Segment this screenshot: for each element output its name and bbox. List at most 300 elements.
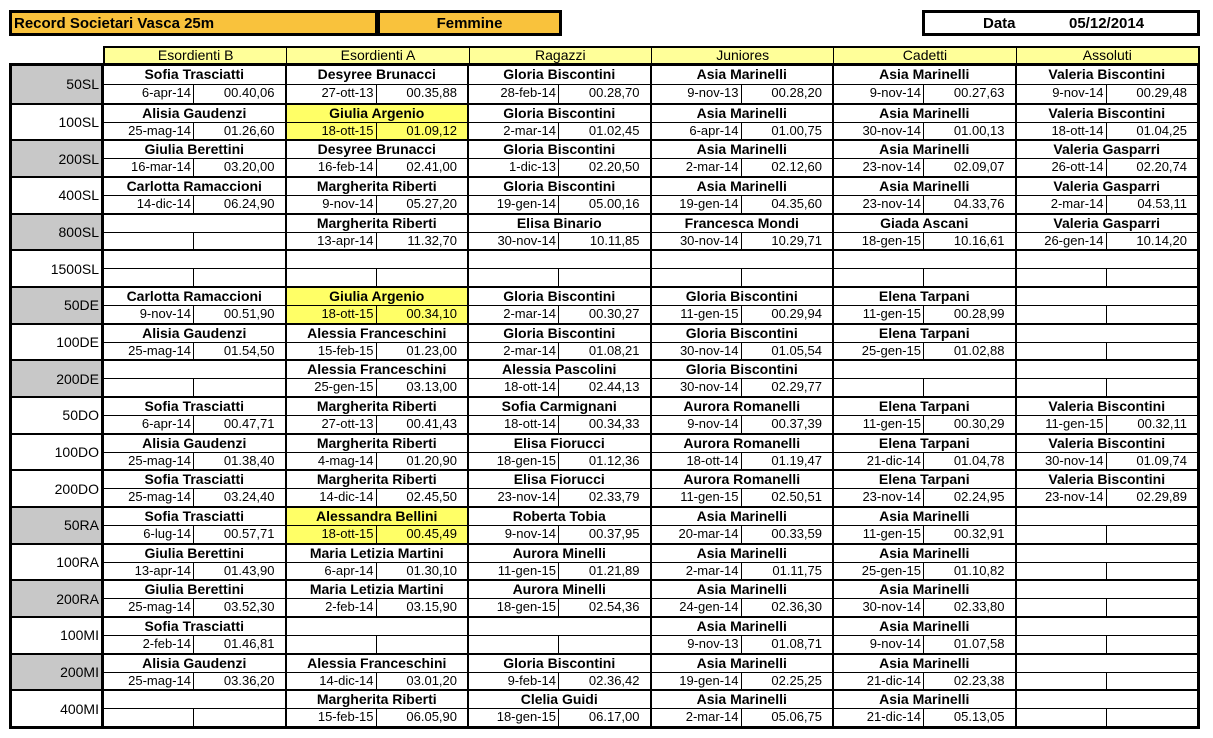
record-details	[652, 635, 833, 653]
record-time: 02.23,38	[953, 672, 1005, 688]
record-date: 18-ott-15	[287, 123, 377, 140]
record-cell	[469, 616, 652, 653]
record-details	[104, 415, 285, 433]
athlete-name	[1017, 361, 1198, 378]
athlete-name	[1017, 251, 1198, 268]
record-details	[1017, 84, 1198, 103]
table-row	[12, 66, 1197, 103]
record-cell	[469, 323, 652, 360]
record-cell	[104, 66, 287, 103]
record-date: 15-feb-15	[287, 343, 377, 360]
record-time: 00.33,59	[771, 525, 822, 541]
record-details	[834, 598, 1015, 616]
record-date	[1017, 599, 1107, 616]
record-date: 11-gen-15	[834, 416, 924, 433]
record-time: 00.28,99	[953, 305, 1005, 321]
athlete-name: Margherita Riberti	[316, 214, 437, 231]
athlete-name: Asia Marinelli	[879, 66, 970, 82]
record-time: 05.27,20	[406, 195, 457, 211]
record-time	[1107, 709, 1198, 726]
record-time: 03.36,20	[223, 672, 275, 688]
athlete-name: Margherita Riberti	[316, 178, 437, 195]
record-details	[834, 268, 1015, 286]
record-details	[469, 122, 650, 140]
record-date: 30-nov-14	[1017, 453, 1107, 470]
record-details	[652, 195, 833, 213]
athlete-name: Gloria Biscontini	[685, 324, 798, 341]
record-date	[287, 269, 377, 286]
athlete-name: Sofia Trasciatti	[144, 508, 245, 525]
athlete-name	[104, 691, 285, 708]
record-time: 00.40,06	[223, 84, 275, 100]
athlete-name	[652, 251, 833, 268]
record-date: 24-gen-14	[652, 599, 742, 616]
record-details	[652, 378, 833, 396]
record-cell	[1017, 249, 1198, 286]
record-date	[1017, 269, 1107, 286]
record-date	[834, 269, 924, 286]
record-details	[1017, 525, 1198, 543]
table-row	[12, 359, 1197, 396]
record-cell	[1017, 139, 1198, 176]
record-cell	[1017, 323, 1198, 360]
athlete-name: Sofia Trasciatti	[144, 66, 245, 82]
record-cell	[104, 359, 287, 396]
record-date: 2-feb-14	[104, 636, 194, 653]
record-cell	[287, 653, 470, 690]
record-time: 02.44,13	[588, 379, 640, 395]
record-details	[104, 708, 285, 726]
event-label: 100RA	[12, 543, 104, 580]
record-date	[1017, 306, 1107, 323]
athlete-name: Elisa Binario	[516, 214, 602, 231]
record-details	[469, 195, 650, 213]
athlete-name: Alessia Franceschini	[307, 324, 447, 341]
record-time	[1107, 563, 1198, 580]
record-date: 19-gen-14	[652, 673, 742, 690]
athlete-name: Giulia Berettini	[144, 581, 245, 598]
table-row	[12, 616, 1197, 653]
athlete-name: Giulia Berettini	[144, 544, 245, 561]
record-details	[287, 452, 468, 470]
event-label: 1500SL	[12, 249, 104, 286]
table-row	[12, 286, 1197, 323]
record-details	[652, 708, 833, 726]
date-label: Data	[983, 15, 1016, 32]
record-details	[1017, 635, 1198, 653]
record-date: 2-mar-14	[652, 563, 742, 580]
record-details	[104, 672, 285, 690]
record-time: 00.45,49	[406, 525, 457, 541]
record-details	[1017, 562, 1198, 580]
record-time: 05.06,75	[771, 709, 822, 725]
record-details	[652, 415, 833, 433]
athlete-name: Valeria Biscontini	[1048, 398, 1166, 415]
record-details	[834, 195, 1015, 213]
record-date: 14-dic-14	[287, 673, 377, 690]
athlete-name: Valeria Gasparri	[1053, 214, 1161, 231]
record-cell	[287, 286, 470, 323]
table-row	[12, 396, 1197, 433]
record-time: 01.10,82	[953, 562, 1005, 578]
record-date	[104, 709, 194, 726]
record-time: 00.29,48	[1136, 84, 1187, 100]
record-details	[287, 84, 468, 103]
table-row	[12, 689, 1197, 726]
record-date: 30-nov-14	[469, 233, 559, 250]
record-details	[469, 562, 650, 580]
athlete-name	[1017, 581, 1198, 598]
record-details	[834, 158, 1015, 176]
athlete-name: Asia Marinelli	[696, 141, 787, 158]
record-date: 9-nov-13	[652, 636, 742, 653]
record-cell	[469, 176, 652, 213]
athlete-name	[1017, 618, 1198, 635]
record-cell	[469, 139, 652, 176]
record-date	[104, 233, 194, 250]
record-date: 9-nov-14	[834, 85, 924, 103]
record-cell	[287, 103, 470, 140]
record-details	[652, 525, 833, 543]
record-time: 02.36,42	[588, 672, 640, 688]
record-date	[104, 269, 194, 286]
record-cell	[1017, 689, 1198, 726]
athlete-name	[834, 361, 1015, 378]
athlete-name: Elisa Fiorucci	[513, 471, 605, 488]
record-cell	[1017, 359, 1198, 396]
record-date: 9-nov-14	[469, 526, 559, 543]
athlete-name: Francesca Mondi	[684, 214, 799, 231]
record-time: 01.54,50	[223, 342, 275, 358]
record-cell	[834, 653, 1017, 690]
table-row	[12, 506, 1197, 543]
record-cell	[104, 469, 287, 506]
record-date: 18-gen-15	[469, 453, 559, 470]
record-time	[559, 636, 650, 653]
category-header-cell: Juniores	[651, 48, 833, 63]
record-date: 25-mag-14	[104, 343, 194, 360]
record-date: 16-mar-14	[104, 159, 194, 176]
record-cell	[834, 323, 1017, 360]
record-details	[834, 84, 1015, 103]
athlete-name: Asia Marinelli	[696, 104, 787, 121]
record-time: 02.29,89	[1136, 489, 1187, 505]
record-cell	[287, 616, 470, 653]
record-cell	[469, 653, 652, 690]
record-cell	[652, 139, 835, 176]
record-date: 18-ott-14	[652, 453, 742, 470]
record-cell	[287, 506, 470, 543]
athlete-name: Elena Tarpani	[878, 398, 970, 415]
athlete-name: Aurora Romanelli	[683, 434, 801, 451]
record-date: 6-apr-14	[104, 85, 194, 103]
athlete-name: Valeria Biscontini	[1048, 104, 1166, 121]
record-details	[652, 122, 833, 140]
record-cell	[104, 616, 287, 653]
record-time	[1107, 343, 1198, 360]
record-details	[1017, 378, 1198, 396]
record-date: 9-feb-14	[469, 673, 559, 690]
record-cell	[104, 543, 287, 580]
record-date: 30-nov-14	[652, 233, 742, 250]
record-date: 21-dic-14	[834, 709, 924, 726]
record-time: 00.51,90	[223, 305, 275, 321]
event-label: 400MI	[12, 689, 104, 726]
record-date: 20-mar-14	[652, 526, 742, 543]
record-time: 11.32,70	[407, 232, 457, 248]
record-time: 03.13,00	[406, 379, 457, 395]
record-cell	[287, 469, 470, 506]
record-date: 18-ott-14	[1017, 123, 1107, 140]
athlete-name	[104, 215, 285, 232]
record-date: 26-gen-14	[1017, 233, 1107, 250]
record-details	[834, 378, 1015, 396]
athlete-name: Giulia Berettini	[144, 141, 245, 158]
athlete-name	[834, 251, 1015, 268]
record-details	[834, 488, 1015, 506]
record-date: 18-gen-15	[834, 233, 924, 250]
record-date: 11-gen-15	[834, 526, 924, 543]
record-date: 11-gen-15	[652, 489, 742, 506]
athlete-name: Elena Tarpani	[878, 288, 970, 305]
record-date: 25-mag-14	[104, 489, 194, 506]
record-details	[469, 488, 650, 506]
record-date: 2-feb-14	[287, 599, 377, 616]
record-time: 01.02,45	[588, 122, 640, 138]
record-date: 13-apr-14	[104, 563, 194, 580]
record-details	[834, 452, 1015, 470]
record-cell	[287, 689, 470, 726]
record-time: 04.33,76	[953, 195, 1005, 211]
table-row	[12, 433, 1197, 470]
record-cell	[469, 249, 652, 286]
athlete-name: Alisia Gaudenzi	[142, 654, 247, 671]
record-details	[1017, 122, 1198, 140]
athlete-name: Gloria Biscontini	[503, 324, 616, 341]
record-time: 01.23,00	[406, 342, 457, 358]
record-cell	[652, 286, 835, 323]
record-cell	[469, 286, 652, 323]
record-details	[104, 195, 285, 213]
record-details	[287, 122, 468, 140]
table-row	[12, 176, 1197, 213]
record-details	[652, 562, 833, 580]
record-time: 03.15,90	[406, 599, 457, 615]
record-cell	[104, 139, 287, 176]
record-details	[287, 232, 468, 250]
athlete-name: Asia Marinelli	[879, 544, 970, 561]
record-cell	[104, 103, 287, 140]
record-time	[1107, 599, 1198, 616]
record-time: 00.37,95	[588, 525, 640, 541]
record-date	[469, 636, 559, 653]
record-time: 00.34,33	[588, 415, 640, 431]
athlete-name	[1017, 288, 1198, 305]
record-time: 02.25,25	[771, 672, 822, 688]
record-cell	[652, 396, 835, 433]
category-header-cell: Assoluti	[1016, 48, 1198, 63]
record-cell	[104, 689, 287, 726]
record-cell	[104, 653, 287, 690]
record-date: 27-ott-13	[287, 85, 377, 103]
athlete-name	[104, 361, 285, 378]
record-date: 4-mag-14	[287, 453, 377, 470]
record-cell	[652, 66, 835, 103]
record-date: 18-ott-14	[469, 416, 559, 433]
athlete-name: Valeria Biscontini	[1048, 471, 1166, 488]
record-cell	[652, 433, 835, 470]
record-details	[104, 342, 285, 360]
record-details	[469, 598, 650, 616]
record-date: 30-nov-14	[834, 123, 924, 140]
record-time: 00.27,63	[953, 84, 1005, 100]
athlete-name: Giada Ascani	[880, 214, 969, 231]
athlete-name: Asia Marinelli	[879, 141, 970, 158]
record-date: 21-dic-14	[834, 453, 924, 470]
record-details	[104, 268, 285, 286]
record-details	[1017, 232, 1198, 250]
athlete-name: Gloria Biscontini	[685, 361, 798, 378]
athlete-name: Elena Tarpani	[878, 471, 970, 488]
record-time: 00.35,88	[406, 84, 457, 100]
record-details	[1017, 488, 1198, 506]
record-details	[652, 342, 833, 360]
athlete-name: Maria Letizia Martini	[309, 544, 444, 561]
athlete-name: Gloria Biscontini	[685, 288, 798, 305]
record-date: 11-gen-15	[652, 306, 742, 323]
athlete-name	[104, 251, 285, 268]
record-cell	[834, 66, 1017, 103]
athlete-name: Carlotta Ramaccioni	[126, 288, 262, 305]
athlete-name: Asia Marinelli	[879, 178, 970, 195]
athlete-name	[287, 251, 468, 268]
record-date: 2-mar-14	[1017, 196, 1107, 213]
event-label: 200DE	[12, 359, 104, 396]
record-cell	[652, 359, 835, 396]
category-header-cell: Esordienti B	[105, 48, 286, 63]
record-time: 01.09,12	[406, 122, 457, 138]
record-date: 2-mar-14	[469, 343, 559, 360]
category-header-cell: Ragazzi	[469, 48, 651, 63]
record-cell	[834, 213, 1017, 250]
record-time: 01.04,78	[953, 452, 1005, 468]
record-details	[834, 525, 1015, 543]
event-label: 100MI	[12, 616, 104, 653]
record-time: 00.57,71	[223, 525, 275, 541]
record-details	[469, 415, 650, 433]
category-header-cell: Esordienti A	[286, 48, 468, 63]
record-cell	[834, 103, 1017, 140]
record-details	[834, 232, 1015, 250]
table-row	[12, 469, 1197, 506]
record-time: 02.41,00	[406, 159, 457, 175]
record-cell	[652, 103, 835, 140]
record-cell	[287, 543, 470, 580]
record-details	[104, 158, 285, 176]
record-cell	[469, 433, 652, 470]
record-details	[469, 342, 650, 360]
athlete-name: Margherita Riberti	[316, 471, 437, 488]
record-cell	[287, 579, 470, 616]
athlete-name: Gloria Biscontini	[503, 66, 616, 82]
record-time	[194, 269, 285, 286]
record-details	[287, 488, 468, 506]
athlete-name: Maria Letizia Martini	[309, 581, 444, 598]
record-details	[469, 525, 650, 543]
record-time: 00.28,70	[588, 84, 640, 100]
record-details	[652, 158, 833, 176]
record-time: 00.47,71	[223, 415, 275, 431]
record-details	[104, 488, 285, 506]
athlete-name: Margherita Riberti	[316, 398, 437, 415]
record-date: 2-mar-14	[652, 709, 742, 726]
record-details	[834, 342, 1015, 360]
record-time	[1107, 379, 1198, 396]
record-date	[1017, 343, 1107, 360]
record-cell	[287, 433, 470, 470]
record-date: 27-ott-13	[287, 416, 377, 433]
record-time	[924, 379, 1015, 396]
record-time: 00.34,10	[406, 305, 457, 321]
record-details	[652, 84, 833, 103]
record-time	[924, 269, 1015, 286]
record-date	[1017, 379, 1107, 396]
event-label: 50SL	[12, 66, 104, 103]
table-row	[12, 543, 1197, 580]
record-cell	[469, 469, 652, 506]
record-date: 9-nov-14	[1017, 85, 1107, 103]
record-date: 18-gen-15	[469, 599, 559, 616]
record-date: 9-nov-14	[834, 636, 924, 653]
record-date: 9-nov-14	[104, 306, 194, 323]
record-date: 15-feb-15	[287, 709, 377, 726]
event-label: 200SL	[12, 139, 104, 176]
athlete-name: Margherita Riberti	[316, 691, 437, 708]
athlete-name: Elisa Fiorucci	[513, 434, 605, 451]
record-details	[287, 195, 468, 213]
record-time: 01.08,21	[588, 342, 640, 358]
record-cell	[469, 506, 652, 543]
athlete-name: Asia Marinelli	[696, 66, 787, 82]
athlete-name: Gloria Biscontini	[503, 288, 616, 305]
record-cell	[1017, 506, 1198, 543]
athlete-name: Alessia Franceschini	[307, 361, 447, 378]
record-date: 2-mar-14	[469, 306, 559, 323]
record-cell	[287, 176, 470, 213]
record-time: 05.13,05	[953, 709, 1005, 725]
record-date: 23-nov-14	[469, 489, 559, 506]
record-details	[287, 672, 468, 690]
record-details	[834, 305, 1015, 323]
record-details	[104, 598, 285, 616]
event-label: 50DO	[12, 396, 104, 433]
record-cell	[104, 176, 287, 213]
athlete-name: Sofia Trasciatti	[144, 398, 245, 415]
athlete-name: Gloria Biscontini	[503, 104, 616, 121]
record-date: 16-feb-14	[287, 159, 377, 176]
athlete-name: Roberta Tobia	[512, 508, 606, 525]
record-cell	[834, 616, 1017, 653]
athlete-name: Asia Marinelli	[696, 508, 787, 525]
athlete-name	[1017, 545, 1198, 562]
record-details	[287, 268, 468, 286]
record-details	[104, 84, 285, 103]
record-cell	[1017, 469, 1198, 506]
record-time: 01.30,10	[406, 562, 457, 578]
record-date: 23-nov-14	[834, 159, 924, 176]
record-cell	[104, 396, 287, 433]
record-details	[834, 122, 1015, 140]
